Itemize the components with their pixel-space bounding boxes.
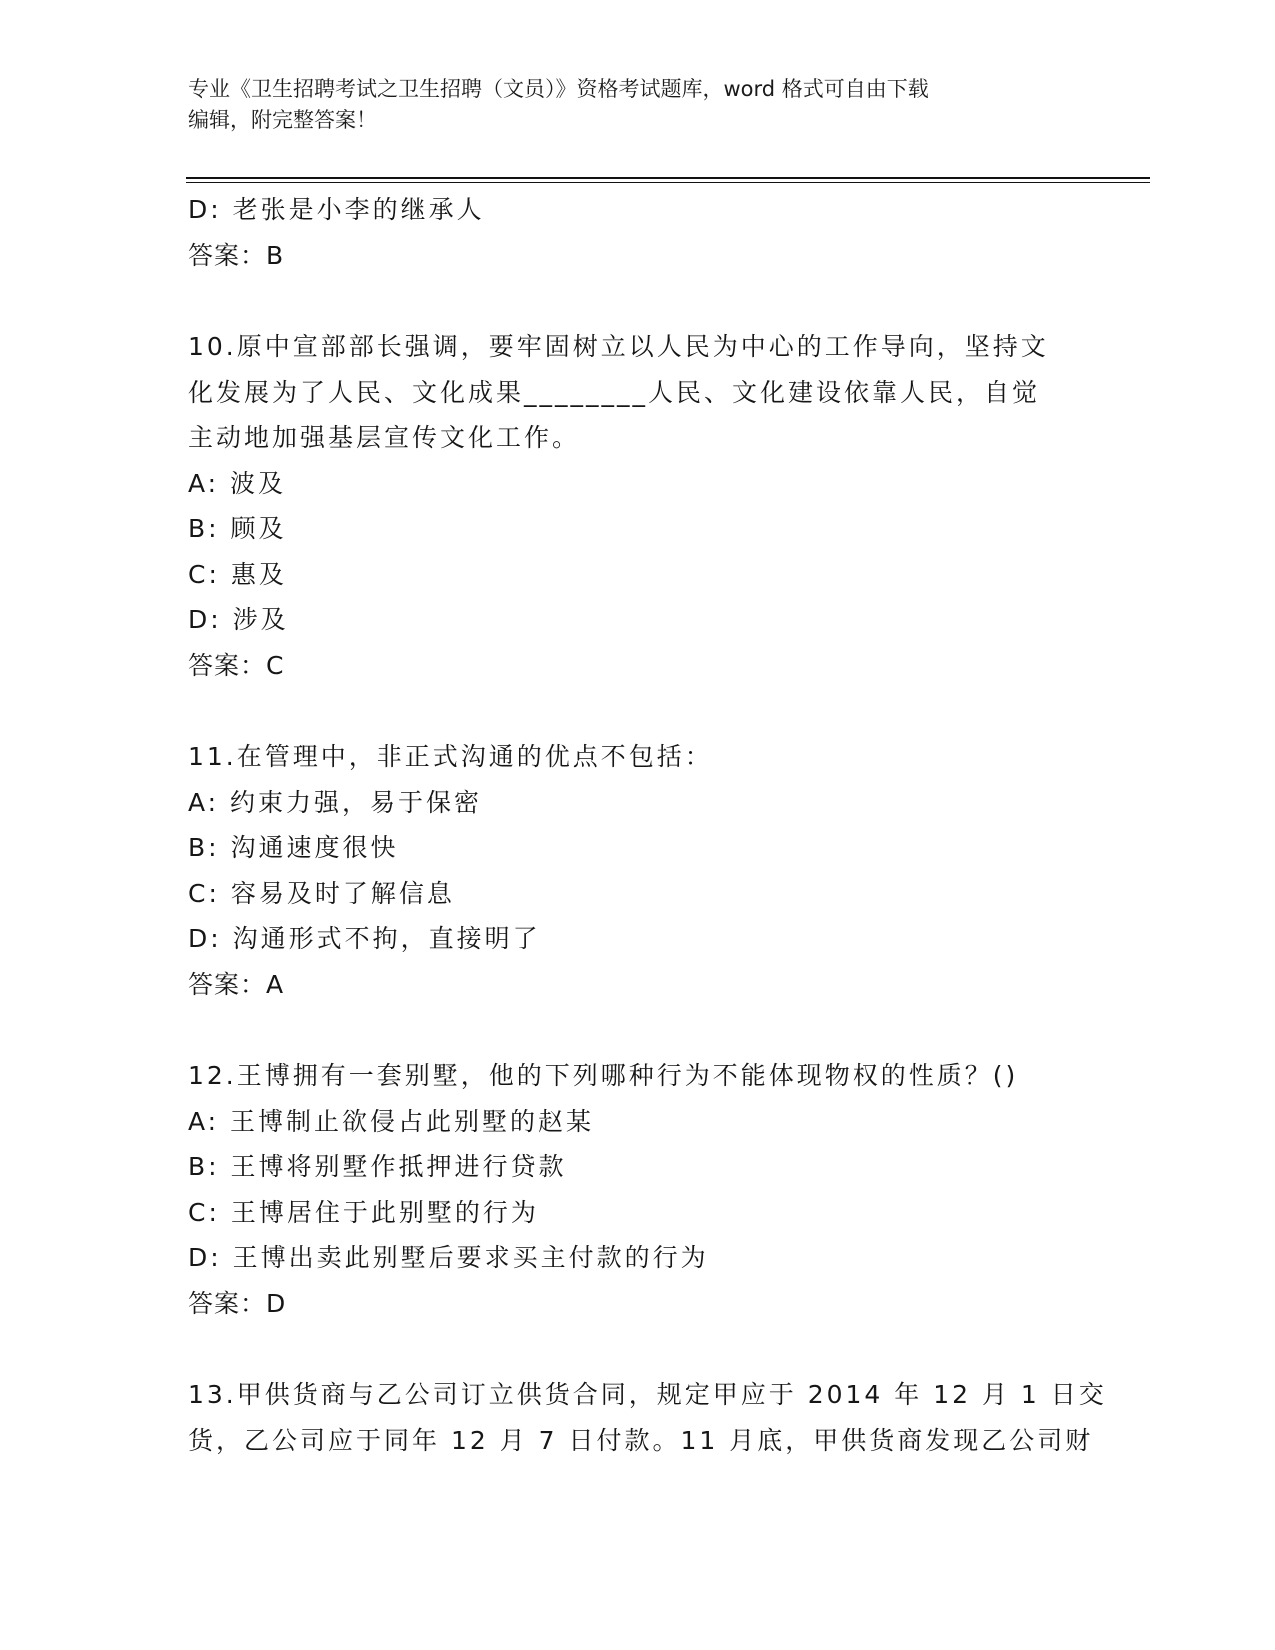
header-line-1: 专业《卫生招聘考试之卫生招聘（文员）》资格考试题库，word 格式可自由下载 — [188, 77, 929, 101]
option-d: D: 涉及 — [188, 605, 289, 634]
question-list — [188, 187, 1107, 1463]
question-text-line: 11.在管理中，非正式沟通的优点不包括： — [188, 742, 713, 771]
question-13 — [188, 1372, 1107, 1463]
option-a: A: 波及 — [188, 468, 287, 498]
header-line-2: 编辑，附完整答案！ — [188, 108, 377, 132]
question-9-tail — [188, 187, 1088, 278]
option-a: A: 王博制止欲侵占此别墅的赵某 — [188, 1106, 595, 1136]
option-a: A: 约束力强，易于保密 — [188, 787, 483, 817]
option-c: C: 惠及 — [188, 559, 287, 589]
document-header — [188, 74, 1068, 136]
header-divider-thick — [186, 177, 1150, 179]
question-11 — [188, 734, 1088, 1007]
header-divider-thin — [186, 182, 1150, 183]
question-text-line: 13.甲供货商与乙公司订立供货合同，规定甲应于 2014 年 12 月 1 日交 — [188, 1380, 1107, 1409]
question-text-line: 主动地加强基层宣传文化工作。 — [188, 423, 581, 452]
question-12 — [188, 1053, 1088, 1326]
question-text-line: 10.原中宣部部长强调，要牢固树立以人民为中心的工作导向，坚持文 — [188, 332, 1049, 361]
option-d: D: 王博出卖此别墅后要求买主付款的行为 — [188, 1243, 709, 1272]
question-text-line: 化发展为了人民、文化成果________人民、文化建设依靠人民，自觉 — [188, 377, 1041, 407]
answer-line: 答案：D — [188, 1288, 287, 1318]
answer-line: 答案：A — [188, 969, 285, 999]
option-c: C: 容易及时了解信息 — [188, 878, 455, 908]
question-text-line: 12.王博拥有一套别墅，他的下列哪种行为不能体现物权的性质？() — [188, 1061, 1019, 1090]
option-d: D: 老张是小李的继承人 — [188, 195, 485, 224]
question-text-line: 货，乙公司应于同年 12 月 7 日付款。11 月底，甲供货商发现乙公司财 — [188, 1425, 1094, 1455]
option-b: B: 沟通速度很快 — [188, 833, 399, 862]
option-c: C: 王博居住于此别墅的行为 — [188, 1197, 539, 1227]
option-d: D: 沟通形式不拘，直接明了 — [188, 924, 541, 953]
question-10 — [188, 324, 1088, 688]
option-b: B: 顾及 — [188, 514, 287, 543]
answer-line: 答案：B — [188, 240, 285, 270]
option-b: B: 王博将别墅作抵押进行贷款 — [188, 1152, 567, 1181]
answer-line: 答案：C — [188, 650, 285, 680]
